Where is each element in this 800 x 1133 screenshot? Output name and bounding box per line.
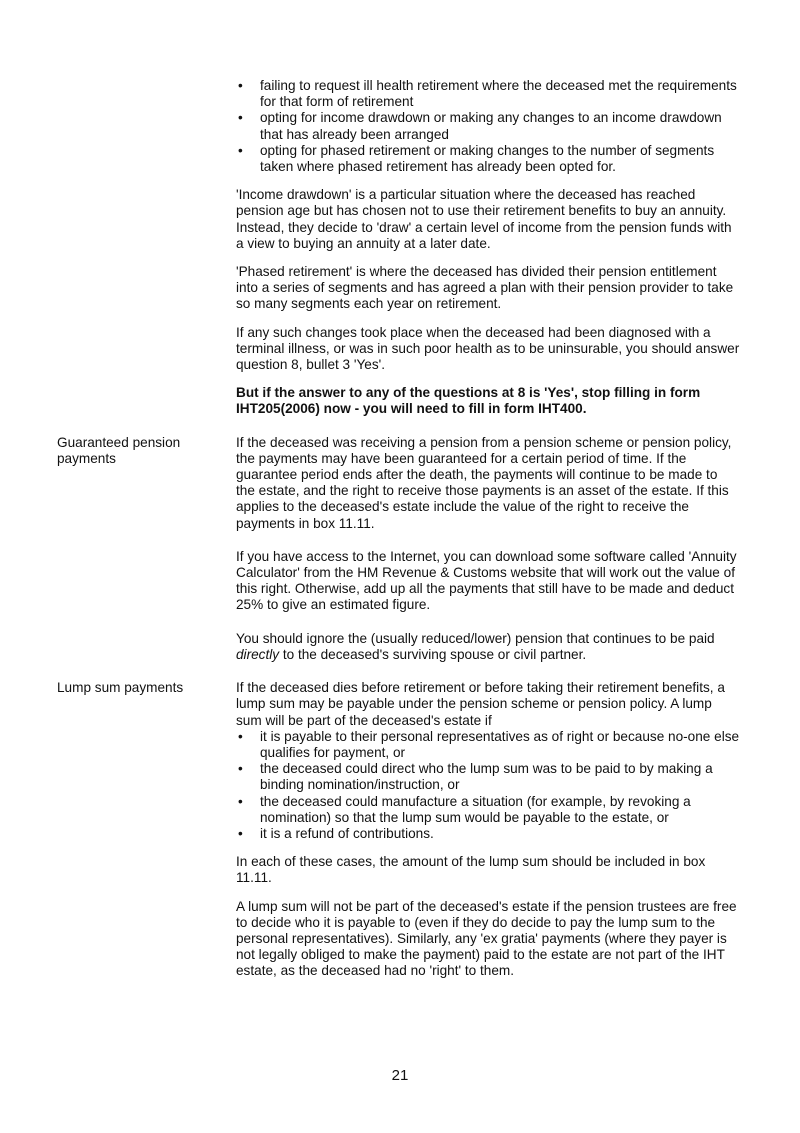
list-item: • opting for income drawdown or making any changes to an income drawdown that has already been arranged: [236, 110, 740, 142]
paragraph-text: You should ignore the (usually reduced/lower) pension that continues to be paid: [236, 630, 715, 646]
lump-sum-not-part-paragraph: A lump sum will not be part of the deceased's estate if the pension trustees are free to decide who it is payable to (even if they do decide to pay the lump sum to the personal representatives). Similarly, any 'ex gratia' payments (where they payer is not legally obliged to make the payment) paid to the estate are not part of the IHT estate, as the deceased had no 'right' to them.: [236, 898, 737, 979]
emphasis-text: directly: [236, 646, 280, 662]
list-item: • the deceased could direct who the lump sum was to be paid to by making a binding nomination/instruction, or: [236, 761, 740, 793]
main-content: [57, 78, 740, 980]
guaranteed-pension-section: [57, 434, 740, 663]
income-drawdown-paragraph: 'Income drawdown' is a particular situation where the deceased has reached pension age but has chosen not to use their retirement benefits to buy an annuity. Instead, they decide to 'draw' a certain level of income from the pension funds with a view to buying an annuity at a later date.: [236, 187, 732, 251]
stop-filling-warning: But if the answer to any of the questions at 8 is 'Yes', stop filling in form IHT205(2006) now - you will need to fill in form IHT400.: [236, 385, 701, 417]
lump-sum-intro: If the deceased dies before retirement or before taking their retirement benefits, a lump sum may be payable under the pension scheme or pension policy. A lump sum will be part of the deceased's estate if: [236, 680, 725, 728]
paragraph-text: to the deceased's surviving spouse or civil partner.: [279, 646, 587, 662]
phased-retirement-paragraph: 'Phased retirement' is where the deceased has divided their pension entitlement into a series of segments and has agreed a plan with their pension provider to take so many segments each year on retirement.: [236, 264, 734, 312]
list-item: • failing to request ill health retirement where the deceased met the requirements for that form of retirement: [236, 78, 740, 110]
page-number: 21: [391, 1067, 409, 1084]
list-item: • it is payable to their personal representatives as of right or because no-one else qualifies for payment, or: [236, 729, 740, 761]
lump-sum-heading: Lump sum payments: [57, 680, 184, 696]
lump-sum-conditions-list: [236, 729, 740, 842]
lump-sum-section: [57, 680, 740, 979]
annuity-calculator-paragraph: If you have access to the Internet, you can download some software called 'Annuity Calculator' from the HM Revenue & Customs website that will work out the value of this right. Otherwise, add up all the payments that still have to be made and deduct 25% to give an estimated figure.: [236, 548, 737, 613]
terminal-illness-paragraph: If any such changes took place when the deceased had been diagnosed with a terminal illness, or was in such poor health as to be uninsurable, you should answer question 8, bullet 3 'Yes'.: [236, 324, 740, 373]
list-item: • it is a refund of contributions.: [236, 826, 740, 842]
list-item: • opting for phased retirement or making changes to the number of segments taken where phased retirement has already been opted for.: [236, 143, 740, 175]
list-item: • the deceased could manufacture a situation (for example, by revoking a nomination) so that the lump sum would be payable to the estate, or: [236, 794, 740, 826]
lump-sum-cases-paragraph: In each of these cases, the amount of the lump sum should be included in box 11.11.: [236, 854, 706, 886]
pension-changes-list: [236, 78, 740, 175]
surviving-spouse-paragraph: [236, 631, 740, 663]
guaranteed-pension-heading: Guaranteed pension payments: [57, 434, 181, 466]
guaranteed-paragraph: If the deceased was receiving a pension from a pension scheme or pension policy, the payments may have been guaranteed for a certain period of time. If the guarantee period ends after the death, the payments will continue to be made to the estate, and the right to receive those payments is an asset of the estate. If this applies to the deceased's estate include the value of the right to receive the payments in box 11.11.: [236, 434, 732, 531]
